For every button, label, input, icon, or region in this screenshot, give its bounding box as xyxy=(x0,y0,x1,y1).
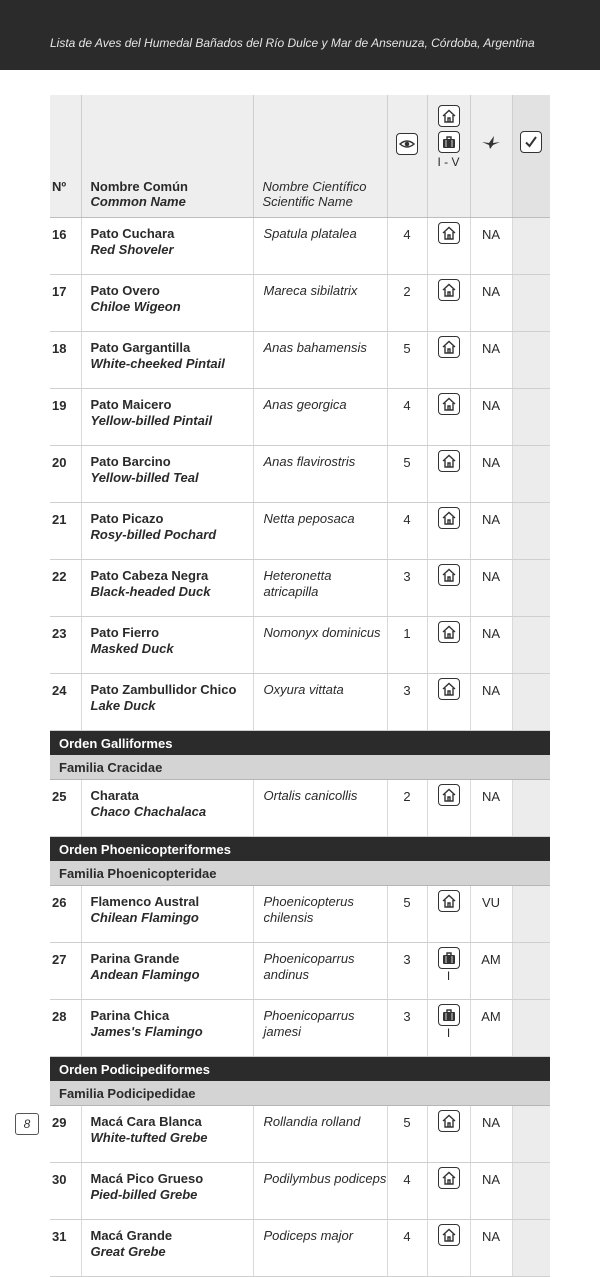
conservation-status: NA xyxy=(470,674,512,731)
residence-cell xyxy=(427,617,470,674)
common-name-en: Great Grebe xyxy=(90,1244,166,1259)
scientific-name: Anas bahamensis xyxy=(253,332,387,389)
check-box[interactable] xyxy=(512,1220,550,1277)
observation-value: 5 xyxy=(387,886,427,943)
species-number: 24 xyxy=(50,674,81,731)
common-name xyxy=(81,617,253,674)
common-name-es: Pato Fierro xyxy=(90,625,160,640)
common-name xyxy=(81,674,253,731)
observation-value: 2 xyxy=(387,275,427,332)
observation-value: 1 xyxy=(387,617,427,674)
table-row xyxy=(50,560,550,617)
home-icon xyxy=(438,105,460,127)
conservation-status: AM xyxy=(470,1000,512,1057)
common-name-es: Pato Barcino xyxy=(90,454,171,469)
species-number: 21 xyxy=(50,503,81,560)
header-residence xyxy=(427,95,470,218)
check-box[interactable] xyxy=(512,674,550,731)
header-number: Nº xyxy=(50,95,81,218)
table-row xyxy=(50,1000,550,1057)
residence-cell xyxy=(427,560,470,617)
scientific-name: Nomonyx dominicus xyxy=(253,617,387,674)
species-number: 30 xyxy=(50,1163,81,1220)
header-common-es: Nombre Común xyxy=(90,179,188,194)
common-name-en: Chiloe Wigeon xyxy=(90,299,181,314)
residence-cell xyxy=(427,1106,470,1163)
common-name-es: Macá Cara Blanca xyxy=(90,1114,202,1129)
conservation-status: AM xyxy=(470,943,512,1000)
conservation-status: NA xyxy=(470,1163,512,1220)
observation-value: 4 xyxy=(387,1163,427,1220)
common-name-en: Chaco Chachalaca xyxy=(90,804,207,819)
home-icon xyxy=(438,678,460,700)
home-icon xyxy=(438,890,460,912)
familia-row xyxy=(50,861,550,886)
observation-value: 3 xyxy=(387,943,427,1000)
common-name xyxy=(81,1220,253,1277)
residence-cell xyxy=(427,1220,470,1277)
species-number: 26 xyxy=(50,886,81,943)
common-name xyxy=(81,1163,253,1220)
check-box[interactable] xyxy=(512,332,550,389)
home-icon xyxy=(438,222,460,244)
table-body xyxy=(50,218,550,1277)
species-number: 19 xyxy=(50,389,81,446)
conservation-status: NA xyxy=(470,446,512,503)
species-number: 28 xyxy=(50,1000,81,1057)
residence-cell xyxy=(427,780,470,837)
conservation-status: NA xyxy=(470,1220,512,1277)
table-row xyxy=(50,1220,550,1277)
table-row xyxy=(50,446,550,503)
check-box[interactable] xyxy=(512,503,550,560)
common-name-es: Macá Grande xyxy=(90,1228,173,1243)
species-number: 27 xyxy=(50,943,81,1000)
header-residence-range: I - V xyxy=(437,155,460,169)
familia-label: Familia Cracidae xyxy=(50,755,550,780)
common-name-en: Masked Duck xyxy=(90,641,174,656)
bird-flight-icon xyxy=(480,139,502,154)
common-name-en: Yellow-billed Pintail xyxy=(90,413,213,428)
observation-value: 4 xyxy=(387,503,427,560)
page-number: 8 xyxy=(15,1113,39,1135)
residence-cell xyxy=(427,674,470,731)
species-number: 31 xyxy=(50,1220,81,1277)
common-name-en: White-cheeked Pintail xyxy=(90,356,225,371)
common-name-en: White-tufted Grebe xyxy=(90,1130,208,1145)
scientific-name: Mareca sibilatrix xyxy=(253,275,387,332)
page-title: Lista de Aves del Humedal Bañados del Río Dulce y Mar de Ansenuza, Córdoba, Argentina xyxy=(50,36,535,50)
observation-value: 4 xyxy=(387,1220,427,1277)
check-box[interactable] xyxy=(512,1106,550,1163)
table-row xyxy=(50,943,550,1000)
scientific-name: Anas flavirostris xyxy=(253,446,387,503)
header-bar xyxy=(0,0,600,70)
scientific-name: Podilymbus podiceps xyxy=(253,1163,387,1220)
conservation-status: NA xyxy=(470,1106,512,1163)
residence-label: I xyxy=(446,969,451,983)
table-row xyxy=(50,674,550,731)
header-conservation xyxy=(470,95,512,218)
conservation-status: NA xyxy=(470,780,512,837)
common-name-es: Charata xyxy=(90,788,139,803)
check-box[interactable] xyxy=(512,275,550,332)
observation-value: 2 xyxy=(387,780,427,837)
suitcase-icon xyxy=(438,131,460,153)
header-common-en: Common Name xyxy=(90,194,186,209)
table-row xyxy=(50,886,550,943)
common-name-es: Pato Overo xyxy=(90,283,160,298)
home-icon xyxy=(438,621,460,643)
table-row xyxy=(50,389,550,446)
scientific-name: Podiceps major xyxy=(253,1220,387,1277)
residence-cell xyxy=(427,332,470,389)
common-name-en: Rosy-billed Pochard xyxy=(90,527,217,542)
common-name-es: Pato Cabeza Negra xyxy=(90,568,209,583)
species-number: 16 xyxy=(50,218,81,275)
common-name-es: Pato Gargantilla xyxy=(90,340,191,355)
check-box[interactable] xyxy=(512,617,550,674)
check-box[interactable] xyxy=(512,1163,550,1220)
scientific-name: Phoenicoparrus andinus xyxy=(253,943,387,1000)
species-number: 20 xyxy=(50,446,81,503)
observation-value: 3 xyxy=(387,674,427,731)
table-row xyxy=(50,218,550,275)
residence-cell xyxy=(427,943,470,1000)
common-name xyxy=(81,886,253,943)
check-box[interactable] xyxy=(512,389,550,446)
residence-cell xyxy=(427,218,470,275)
home-icon xyxy=(438,279,460,301)
table-row xyxy=(50,332,550,389)
common-name-en: Pied-billed Grebe xyxy=(90,1187,198,1202)
table-row xyxy=(50,503,550,560)
observation-value: 4 xyxy=(387,218,427,275)
scientific-name: Netta peposaca xyxy=(253,503,387,560)
check-box[interactable] xyxy=(512,218,550,275)
scientific-name: Spatula platalea xyxy=(253,218,387,275)
orden-row xyxy=(50,1057,550,1082)
residence-label: I xyxy=(446,1026,451,1040)
observation-value: 3 xyxy=(387,560,427,617)
common-name xyxy=(81,1000,253,1057)
common-name-es: Pato Maicero xyxy=(90,397,172,412)
observation-value: 3 xyxy=(387,1000,427,1057)
common-name-es: Pato Zambullidor Chico xyxy=(90,682,237,697)
common-name xyxy=(81,275,253,332)
orden-label: Orden Phoenicopteriformes xyxy=(50,837,550,862)
table-row xyxy=(50,780,550,837)
orden-row xyxy=(50,731,550,756)
common-name xyxy=(81,560,253,617)
header-sci-en: Scientific Name xyxy=(262,194,353,209)
familia-row xyxy=(50,1081,550,1106)
orden-label: Orden Podicipediformes xyxy=(50,1057,550,1082)
conservation-status: NA xyxy=(470,275,512,332)
orden-row xyxy=(50,837,550,862)
check-box[interactable] xyxy=(512,1000,550,1057)
common-name-es: Pato Cuchara xyxy=(90,226,175,241)
observation-value: 5 xyxy=(387,446,427,503)
conservation-status: NA xyxy=(470,560,512,617)
orden-label: Orden Galliformes xyxy=(50,731,550,756)
table-row xyxy=(50,1163,550,1220)
header-check xyxy=(512,95,550,218)
conservation-status: NA xyxy=(470,389,512,446)
header-sci-es: Nombre Científico xyxy=(262,179,367,194)
species-number: 18 xyxy=(50,332,81,389)
checkmark-icon xyxy=(520,131,542,153)
species-number: 22 xyxy=(50,560,81,617)
home-icon xyxy=(438,784,460,806)
check-box[interactable] xyxy=(512,886,550,943)
residence-cell xyxy=(427,446,470,503)
residence-cell xyxy=(427,1163,470,1220)
residence-cell xyxy=(427,275,470,332)
conservation-status: NA xyxy=(470,332,512,389)
common-name xyxy=(81,218,253,275)
common-name-en: James's Flamingo xyxy=(90,1024,203,1039)
common-name-en: Black-headed Duck xyxy=(90,584,211,599)
common-name-es: Flamenco Austral xyxy=(90,894,200,909)
eye-icon xyxy=(396,133,418,155)
home-icon xyxy=(438,1224,460,1246)
common-name-en: Andean Flamingo xyxy=(90,967,200,982)
suitcase-icon xyxy=(438,1004,460,1026)
home-icon xyxy=(438,1167,460,1189)
common-name-en: Chilean Flamingo xyxy=(90,910,199,925)
common-name-en: Lake Duck xyxy=(90,698,156,713)
conservation-status: VU xyxy=(470,886,512,943)
common-name xyxy=(81,943,253,1000)
species-number: 29 xyxy=(50,1106,81,1163)
home-icon xyxy=(438,564,460,586)
home-icon xyxy=(438,393,460,415)
familia-row xyxy=(50,755,550,780)
table-row xyxy=(50,275,550,332)
species-number: 17 xyxy=(50,275,81,332)
observation-value: 4 xyxy=(387,389,427,446)
table-row xyxy=(50,617,550,674)
conservation-status: NA xyxy=(470,617,512,674)
residence-cell xyxy=(427,1000,470,1057)
observation-value: 5 xyxy=(387,1106,427,1163)
check-box[interactable] xyxy=(512,943,550,1000)
scientific-name: Phoenicopterus chilensis xyxy=(253,886,387,943)
common-name xyxy=(81,389,253,446)
scientific-name: Oxyura vittata xyxy=(253,674,387,731)
suitcase-icon xyxy=(438,947,460,969)
home-icon xyxy=(438,336,460,358)
familia-label: Familia Phoenicopteridae xyxy=(50,861,550,886)
common-name xyxy=(81,503,253,560)
bird-checklist-table xyxy=(50,95,550,1277)
table-row xyxy=(50,1106,550,1163)
home-icon xyxy=(438,1110,460,1132)
observation-value: 5 xyxy=(387,332,427,389)
scientific-name: Heteronetta atricapilla xyxy=(253,560,387,617)
common-name xyxy=(81,780,253,837)
residence-cell xyxy=(427,503,470,560)
header-scientific-name xyxy=(253,95,387,218)
check-box[interactable] xyxy=(512,560,550,617)
common-name-es: Pato Picazo xyxy=(90,511,164,526)
common-name-en: Yellow-billed Teal xyxy=(90,470,199,485)
residence-cell xyxy=(427,886,470,943)
residence-cell xyxy=(427,389,470,446)
common-name xyxy=(81,446,253,503)
species-number: 25 xyxy=(50,780,81,837)
scientific-name: Ortalis canicollis xyxy=(253,780,387,837)
scientific-name: Phoenicoparrus jamesi xyxy=(253,1000,387,1057)
conservation-status: NA xyxy=(470,503,512,560)
header-observation xyxy=(387,95,427,218)
common-name xyxy=(81,1106,253,1163)
common-name-en: Red Shoveler xyxy=(90,242,174,257)
conservation-status: NA xyxy=(470,218,512,275)
familia-label: Familia Podicipedidae xyxy=(50,1081,550,1106)
header-common-name xyxy=(81,95,253,218)
check-box[interactable] xyxy=(512,446,550,503)
common-name-es: Parina Chica xyxy=(90,1008,170,1023)
common-name-es: Macá Pico Grueso xyxy=(90,1171,204,1186)
common-name xyxy=(81,332,253,389)
home-icon xyxy=(438,507,460,529)
species-number: 23 xyxy=(50,617,81,674)
table-header-row xyxy=(50,95,550,218)
home-icon xyxy=(438,450,460,472)
scientific-name: Anas georgica xyxy=(253,389,387,446)
common-name-es: Parina Grande xyxy=(90,951,180,966)
scientific-name: Rollandia rolland xyxy=(253,1106,387,1163)
check-box[interactable] xyxy=(512,780,550,837)
